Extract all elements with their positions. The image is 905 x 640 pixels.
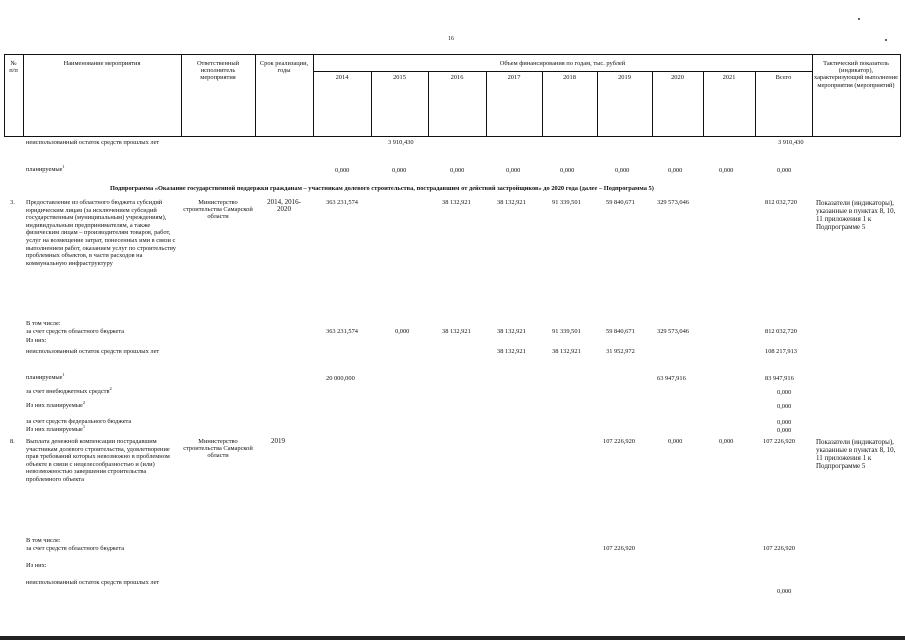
- grid-line: [313, 71, 812, 72]
- item3-regional-2016: 38 132,921: [442, 328, 471, 335]
- header-year-2018: 2018: [563, 74, 576, 81]
- header-indicator: Тактический показатель (индикатор), характеризующий выполнение мероприятия (мероприятий): [814, 60, 898, 89]
- item3-2018: 91 339,501: [552, 199, 581, 206]
- item3-executor: Министерство строительства Самарской области: [183, 199, 253, 221]
- header-year-2016: 2016: [450, 74, 464, 81]
- item8-2021: 0,000: [719, 438, 734, 445]
- item3-planned-total: 83 947,916: [765, 375, 794, 382]
- item8-unused-total: 0,000: [777, 588, 792, 595]
- item3-federal-planned-total: 0,000: [777, 427, 792, 434]
- item3-number: 3.: [10, 199, 15, 206]
- item8-total: 107 226,920: [763, 438, 795, 445]
- item8-2020: 0,000: [668, 438, 683, 445]
- item8-2019: 107 226,920: [603, 438, 635, 445]
- item3-of-them-label: Из них:: [26, 337, 47, 344]
- item3-indicator: Показатели (индикаторы), указанные в пунктах 8, 10, 11 приложения 1 к Подпрограмме 5: [816, 199, 896, 231]
- item3-regional-label: за счет средств областного бюджета: [26, 328, 125, 335]
- scan-bottom-edge: [0, 636, 905, 640]
- grid-line: [255, 54, 256, 136]
- item8-unused-label: неиспользованный остаток средств прошлых лет: [26, 579, 160, 586]
- item8-period: 2019: [271, 437, 285, 445]
- item8-regional-label: за счет средств областного бюджета: [26, 545, 125, 552]
- subprogram-title: Подпрограмма «Оказание государственной поддержки гражданам – участникам долевого строительства, пострадавшим от действий застройщиков» до 2020 года (далее – Подпрограмма 5): [110, 185, 654, 192]
- item3-extra-total: 0,000: [777, 389, 792, 396]
- item3-2016: 38 132,921: [442, 199, 471, 206]
- item3-regional-2020: 329 573,046: [657, 328, 689, 335]
- item3-federal-label: за счет средств федерального бюджета: [26, 418, 132, 425]
- row-planned-2019: 0,000: [615, 167, 630, 174]
- row-unused-2015: 3 910,430: [388, 139, 414, 146]
- item3-2017: 38 132,921: [497, 199, 526, 206]
- row-planned-2018: 0,000: [560, 167, 575, 174]
- item3-planned-2020: 63 947,916: [657, 375, 686, 382]
- row-planned-2016: 0,000: [450, 167, 465, 174]
- item8-indicator: Показатели (индикаторы), указанные в пунктах 8, 10, 11 приложения 1 к Подпрограмме 5: [816, 438, 896, 470]
- grid-line: [900, 54, 901, 136]
- header-funding: Объем финансирования по годам, тыс. рублей: [499, 60, 626, 67]
- header-name: Наименование мероприятия: [63, 60, 141, 67]
- grid-line: [812, 54, 813, 136]
- item3-incl-label: В том числе:: [26, 320, 61, 327]
- item8-incl-label: В том числе:: [26, 537, 61, 544]
- item8-number: 8.: [10, 438, 15, 445]
- table-top-border: [4, 54, 901, 55]
- item8-name: Выплата денежной компенсации пострадавшим участникам долевого строительства, удовлетворение прав требований которых невозможно в проблемном объекте в связи с нецелесообразностью и (или) невозможностью завершения строительства проблемного объекта: [26, 438, 170, 483]
- item3-unused-label: неиспользованный остаток средств прошлых лет: [26, 348, 160, 355]
- row-planned-total: 0,000: [777, 167, 792, 174]
- item3-regional-total: 812 032,720: [765, 328, 797, 335]
- item3-regional-2017: 38 132,921: [497, 328, 526, 335]
- item3-regional-2015: 0,000: [395, 328, 410, 335]
- item3-2019: 59 840,671: [606, 199, 635, 206]
- header-year-2017: 2017: [507, 74, 521, 81]
- item3-planned-2014: 20 000,000: [326, 375, 355, 382]
- item8-regional-2019: 107 226,920: [603, 545, 635, 552]
- item3-period: 2014, 2016-2020: [267, 198, 301, 214]
- scan-speck: [858, 18, 860, 20]
- item3-unused-2018: 38 132,921: [552, 348, 581, 355]
- item3-planned-label: планируемые$^1$: [26, 371, 65, 381]
- row-planned-2020: 0,000: [668, 167, 683, 174]
- header-year-2020: 2020: [671, 74, 684, 81]
- item3-2020: 329 573,046: [657, 199, 689, 206]
- header-num: № п/п: [9, 60, 18, 75]
- header-period: Срок реализации, годы: [259, 60, 309, 75]
- item3-federal-total: 0,000: [777, 419, 792, 426]
- header-executor: Ответственный исполнитель мероприятия: [196, 60, 240, 82]
- row-planned-2017: 0,000: [506, 167, 521, 174]
- page-number: 16: [448, 36, 454, 42]
- scan-speck: [885, 39, 887, 41]
- row-unused-label: неиспользованный остаток средств прошлых лет: [26, 139, 160, 146]
- item3-2014: 363 231,574: [326, 199, 358, 206]
- row-planned-2021: 0,000: [719, 167, 734, 174]
- item3-extra-label: за счет внебюджетных средств$^2$: [26, 385, 112, 395]
- item3-unused-2019: 31 952,972: [606, 348, 635, 355]
- item3-total: 812 032,720: [765, 199, 797, 206]
- item8-executor: Министерство строительства Самарской области: [183, 438, 253, 460]
- item3-regional-2018: 91 339,501: [552, 328, 581, 335]
- item3-regional-2019: 59 840,671: [606, 328, 635, 335]
- header-year-2014: 2014: [335, 74, 349, 81]
- item3-name: Предоставление из областного бюджета субсидий юридическим лицам (за исключением субсидий государственным (муниципальным) учреждениям), индивидуальным предпринимателям, а также физическим лицам – производителям товаров, работ, услуг на возмещение затрат, понесенных ими в связи с выполнением работ, оказанием услуг по строительству проблемных объектов, в части расходов на коммунальную инфраструктуру: [26, 199, 176, 267]
- row-unused-total: 3 910,430: [778, 139, 804, 146]
- item3-extra-planned-label: Из них планируемые$^2$: [26, 399, 86, 409]
- header-total: Всего: [775, 74, 792, 81]
- row-planned-2015: 0,000: [392, 167, 407, 174]
- item8-of-them-label: Из них:: [26, 562, 47, 569]
- header-year-2015: 2015: [393, 74, 406, 81]
- header-bottom-border: [4, 136, 901, 137]
- item3-regional-2014: 363 231,574: [326, 328, 358, 335]
- item3-unused-2017: 38 132,921: [497, 348, 526, 355]
- grid-line: [181, 54, 182, 136]
- row-planned-label: планируемые$^1$: [26, 163, 65, 173]
- header-year-2019: 2019: [618, 74, 631, 81]
- item8-regional-total: 107 226,920: [763, 545, 795, 552]
- item3-federal-planned-label: Из них планируемые$^1$: [26, 423, 86, 433]
- item3-extra-planned-total: 0,000: [777, 403, 792, 410]
- item3-unused-total: 108 217,913: [765, 348, 797, 355]
- header-year-2021: 2021: [722, 74, 736, 81]
- row-planned-2014: 0,000: [335, 167, 350, 174]
